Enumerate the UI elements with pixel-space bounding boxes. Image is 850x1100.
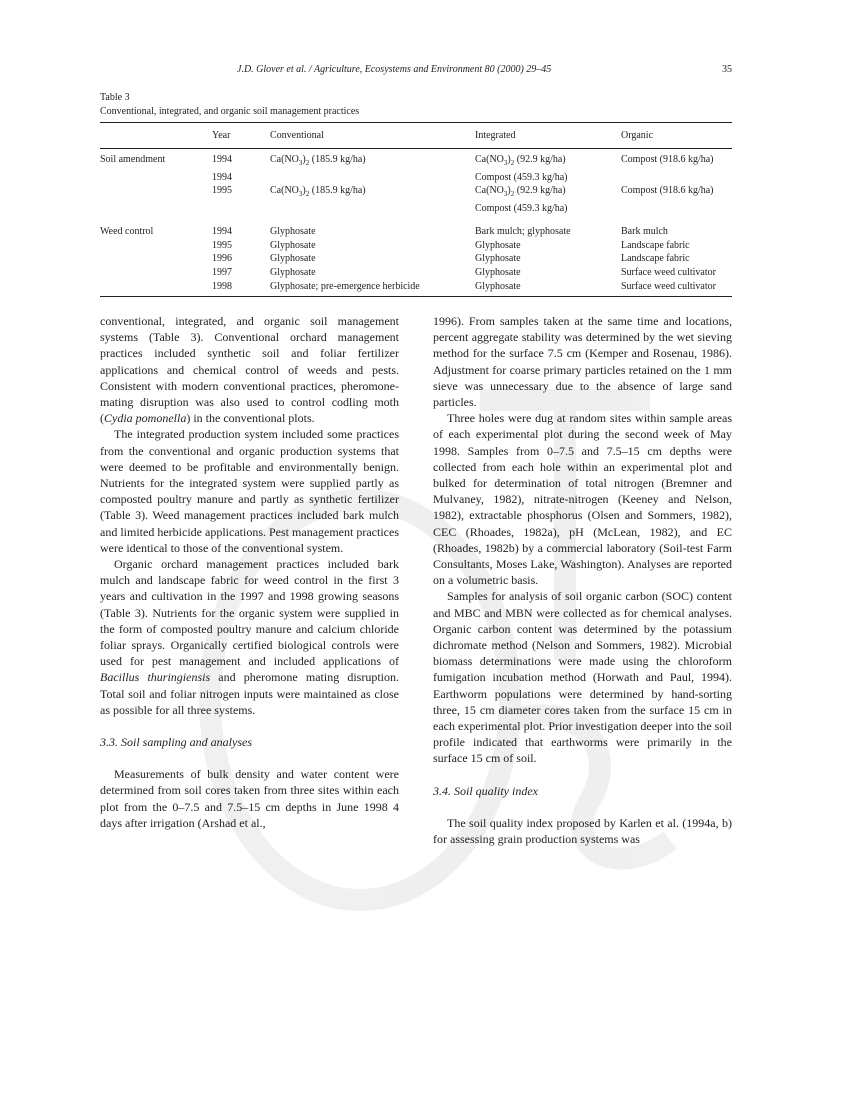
- table-label: Table 3: [100, 92, 130, 103]
- paragraph: Samples for analysis of soil organic carbon (SOC) content and MBC and MBN were collected as for chemical analyses. Organic carbon content was determined by the potassium dichromate method (Nelson and Sommers, 1982). Microbial biomass determinations were made using the chloroform fumigation incubation method (Horwath and Paul, 1994). Earthworm populations were determined by hand-sorting three, 15 cm diameter cores taken from the surface 15 cm in each experimental plot. Prior investigation deeper into the soil profile indicated that earthworms were primarily in the surface 15 cm of soil.: [433, 589, 732, 766]
- year-cell: [212, 202, 270, 216]
- year-cell: 1995: [212, 239, 232, 251]
- table-title: Conventional, integrated, and organic soil management practices: [100, 106, 360, 117]
- management-practices-table: [100, 122, 732, 297]
- table-row: [100, 280, 732, 297]
- year-cell: 1998: [212, 280, 232, 292]
- integrated-cell: Compost (459.3 kg/ha): [475, 203, 568, 215]
- organic-cell: Compost (918.6 kg/ha): [621, 154, 714, 165]
- paragraph: Organic orchard management practices included bark mulch and landscape fabric for weed control in the first 3 years and cultivation in the 1997 and 1998 growing seasons (Table 3). Nutrients for the organic system were supplied in the form of composted poultry manure and calcium chloride foliar sprays. Organically certified biological controls were used for pest management and included applications of Bacillus thuringiensis and pheromone mating disruption. Total soil and foliar nitrogen inputs were maintained as close as possible for all three systems.: [100, 557, 399, 717]
- conventional-cell: Glyphosate: [270, 253, 316, 265]
- conventional-cell: Glyphosate: [270, 225, 316, 237]
- organic-cell: Compost (918.6 kg/ha): [621, 185, 714, 197]
- organic-cell: [621, 171, 732, 185]
- table-row: [100, 184, 732, 202]
- organic-cell: Bark mulch: [621, 225, 668, 237]
- year-cell: 1994: [212, 225, 232, 237]
- row-category-cell: Weed control: [100, 225, 154, 237]
- paragraph: Three holes were dug at random sites within sample areas of each experimental plot during the second week of May 1998. Samples from 0–7.5 and 7.5–15 cm depths were collected from each hole within an experimental plot and bulked for determination of total nitrogen (Bremner and Mulvaney, 1982), nitrate-nitrogen (Keeney and Nelson, 1982), extractable phosphorus (Olsen and Sommers, 1982), CEC (Rhoades, 1982a), pH (McLean, 1982), and EC (Rhoades, 1982b) by a commercial laboratory (Soil-test Farm Consultants, Moses Lake, Washington). Analyses are reported on a volumetric basis.: [433, 411, 732, 588]
- year-cell: 1994: [212, 154, 232, 165]
- paragraph: conventional, integrated, and organic soil management systems (Table 3). Conventional orchard management practices included synthetic soil and foliar fertilizer applications and chemical control of weeds and pests. Consistent with modern conventional practices, pheromone-mating disruption was also used to control codling moth (Cydia pomonella) in the conventional plots.: [100, 314, 399, 426]
- row-category-cell: [100, 280, 212, 297]
- integrated-cell: $Ca(NO_3)_2$ (92.9 kg/ha): [475, 185, 566, 199]
- conventional-cell: [270, 171, 475, 185]
- column-header-conventional: Conventional: [270, 129, 324, 141]
- row-category-cell: [100, 202, 212, 216]
- integrated-cell: Glyphosate: [475, 266, 521, 278]
- column-header: [100, 123, 212, 149]
- row-category-cell: [100, 184, 212, 202]
- column-header-year: Year: [212, 129, 231, 141]
- conventional-cell: $Ca(NO_3)_2$ (185.9 kg/ha): [270, 185, 366, 199]
- integrated-cell: Glyphosate: [475, 253, 521, 265]
- running-title: J.D. Glover et al. / Agriculture, Ecosystems and Environment 80 (2000) 29–45: [237, 64, 552, 75]
- conventional-cell: Glyphosate: [270, 266, 316, 278]
- integrated-cell: Bark mulch; glyphosate: [475, 225, 571, 237]
- paragraph: The integrated production system included some practices from the conventional and organic production systems that were deemed to be profitable and environmentally benign. Nutrients for the integrated system were supplied partly as composted poultry manure and partly as synthetic fertilizer (Table 3). Weed management practices included bark mulch and limited herbicide applications. Pest management practices were identical to those of the conventional system.: [100, 427, 399, 555]
- conventional-cell: Glyphosate: [270, 239, 316, 251]
- section-heading: 3.3. Soil sampling and analyses: [100, 735, 252, 750]
- integrated-cell: Compost (459.3 kg/ha): [475, 171, 568, 183]
- year-cell: 1994: [212, 171, 232, 183]
- table-row: [100, 202, 732, 216]
- year-cell: 1995: [212, 185, 232, 197]
- table-header-row: [100, 123, 732, 149]
- row-category-cell: [100, 239, 212, 253]
- organic-cell: Surface weed cultivator: [621, 266, 716, 278]
- integrated-cell: Glyphosate: [475, 280, 521, 292]
- organic-cell: Surface weed cultivator: [621, 280, 716, 292]
- row-category-cell: [100, 171, 212, 185]
- row-category-cell: Soil amendment: [100, 154, 166, 165]
- left-column: [100, 313, 399, 831]
- table-row: [100, 266, 732, 280]
- conventional-cell: [270, 202, 475, 216]
- table-row: [100, 171, 732, 185]
- table-row: [100, 252, 732, 266]
- table-row: [100, 216, 732, 239]
- conventional-cell: Glyphosate; pre-emergence herbicide: [270, 280, 420, 292]
- right-column: [433, 313, 732, 847]
- integrated-cell: Glyphosate: [475, 239, 521, 251]
- paragraph: 1996). From samples taken at the same time and locations, percent aggregate stability was determined by the wet sieving method for the surface 7.5 cm (Kemper and Rosenau, 1986). Adjustment for coarse primary particles retained on the 1 mm sieve was unnecessary due to the absence of large sand particles.: [433, 314, 732, 410]
- table-row: [100, 149, 732, 171]
- row-category-cell: [100, 252, 212, 266]
- section-heading: 3.4. Soil quality index: [433, 783, 538, 798]
- row-category-cell: [100, 266, 212, 280]
- year-cell: 1996: [212, 253, 232, 265]
- table-row: [100, 239, 732, 253]
- organic-cell: [621, 202, 732, 216]
- paragraph: Measurements of bulk density and water content were determined from soil cores taken from three sites within each plot from the 0–7.5 and 7.5–15 cm depths in June 1998 4 days after irrigation (Arshad et al.,: [100, 767, 399, 830]
- integrated-cell: $Ca(NO_3)_2$ (92.9 kg/ha): [475, 154, 566, 167]
- paragraph: The soil quality index proposed by Karlen et al. (1994a, b) for assessing grain production systems was: [433, 815, 732, 847]
- organic-cell: Landscape fabric: [621, 239, 690, 251]
- conventional-cell: $Ca(NO_3)_2$ (185.9 kg/ha): [270, 154, 366, 167]
- page-number: 35: [722, 64, 732, 75]
- year-cell: 1997: [212, 266, 232, 278]
- column-header-organic: Organic: [621, 129, 654, 141]
- table-caption: [100, 91, 359, 119]
- column-header-integrated: Integrated: [475, 129, 516, 141]
- organic-cell: Landscape fabric: [621, 253, 690, 265]
